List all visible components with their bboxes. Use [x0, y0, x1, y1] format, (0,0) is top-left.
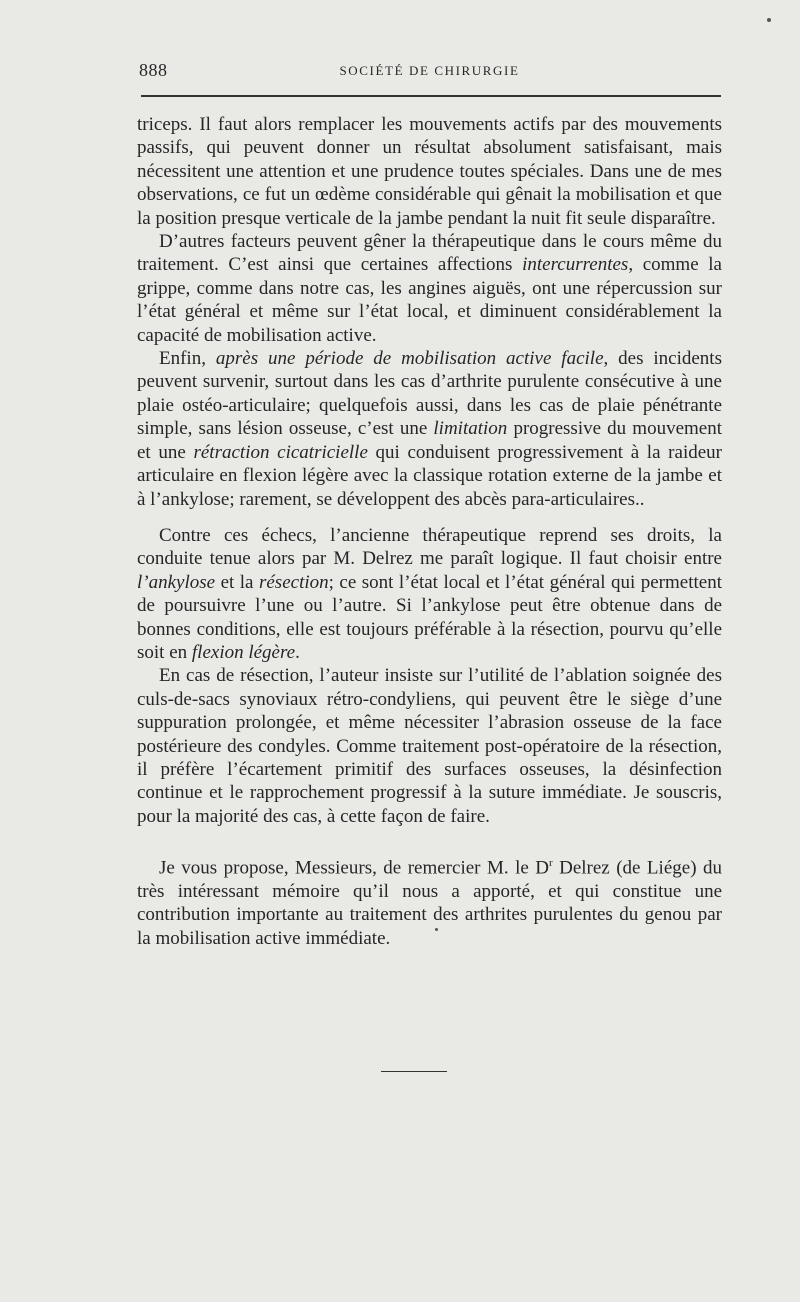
italic-text: résection	[258, 571, 329, 593]
text-segment: triceps. Il faut alors remplacer les mouvements actifs par des mouvements passifs, qui peuvent donner un résultat absolument satisfaisant, mais nécessitent une attention et une prudence toutes spéciales. Dans une de mes observations, ce fut un œdème considérable qui gênait la mobilisation et que la position presque verticale de la jambe pendant la nuit fit seule disparaître.	[137, 114, 722, 229]
text-segment: qui conduisent progressivement à la raideur articulaire en flexion légère avec la classique rotation externe de la jambe et à l’ankylose; rarement, se développent des abcès para-articulaires..	[137, 441, 722, 510]
text-segment: D’autres facteurs peuvent gêner la thérapeutique dans le cours même du traitement. C’est ainsi que certaines affections	[137, 231, 722, 276]
text-segment: et la	[215, 571, 259, 593]
page-header	[137, 56, 722, 86]
italic-text: l’ankylose	[137, 571, 216, 593]
text-segment: , des incidents peuvent survenir, surtout dans les cas d’arthrite purulente consécutive à une plaie ostéo-articulaire; quelquefois aussi, dans les cas de plaie pénétrante simple, sans lésion osseuse, c’est une	[137, 348, 722, 440]
paragraph-gap	[137, 828, 722, 852]
italic-text: intercurrentes	[522, 254, 629, 276]
paragraph	[137, 230, 722, 347]
text-segment: Delrez (de Liége) du très intéressant mémoire qu’il nous a apporté, et qui constitue une contribution importante au traitement des arthrites purulentes du genou par la mobilisation active immédiate.	[137, 857, 722, 949]
superscript: r	[548, 857, 553, 870]
italic-text: rétraction cicatricielle	[193, 441, 368, 463]
paragraph	[137, 113, 722, 230]
text-segment: Contre ces échecs, l’ancienne thérapeutique reprend ses droits, la conduite tenue alors par M. Delrez me paraît logique. Il faut choisir entre	[137, 524, 722, 570]
text-segment: En cas de résection, l’auteur insiste sur l’utilité de l’ablation soignée des culs-de-sacs synoviaux rétro-condyliens, qui peuvent être le siège d’une suppuration prolongée, et même nécessiter l’abrasion osseuse de la face postérieure des condyles. Comme traitement post-opératoire de la résection, il préfère l’écartement primitif des surfaces osseuses, la désinfection continue et le rapprochement progressif à la suture immédiate. Je souscris, pour la majorité des cas, à cette façon de faire.	[137, 665, 722, 827]
text-segment: Enfin,	[159, 348, 216, 370]
paragraph	[137, 664, 722, 828]
paragraph	[137, 347, 722, 511]
body-text	[137, 113, 722, 950]
italic-text: limitation	[433, 418, 508, 440]
italic-text: flexion légère	[191, 641, 296, 663]
scan-speck	[767, 18, 771, 22]
scan-speck	[435, 928, 438, 931]
paragraph-gap	[137, 511, 722, 524]
paragraph	[137, 524, 722, 664]
running-title: SOCIÉTÉ DE CHIRURGIE	[339, 63, 520, 78]
text-segment: ; ce sont l’état local et l’état général qui permettent de poursuivre l’une ou l’autre. Si l’ankylose peut être obtenue dans de bonnes conditions, elle est toujours préférable à la résection, pourvu qu’elle soit en	[137, 571, 722, 663]
paragraph	[137, 852, 722, 950]
text-segment: , comme la grippe, comme dans notre cas, les angines aiguës, ont une répercussion sur l’état général et même sur l’état local, et diminuent considérablement la capacité de mobilisation active.	[137, 254, 722, 346]
text-segment: .	[295, 641, 300, 663]
italic-text: après une période de mobilisation active facile	[215, 348, 604, 370]
closing-rule	[381, 1071, 447, 1072]
text-segment: progressive du mouvement et une	[137, 418, 722, 463]
page-number: 888	[139, 60, 168, 80]
header-rule	[141, 95, 721, 97]
text-segment: Je vous propose, Messieurs, de remercier M. le D	[159, 857, 549, 879]
